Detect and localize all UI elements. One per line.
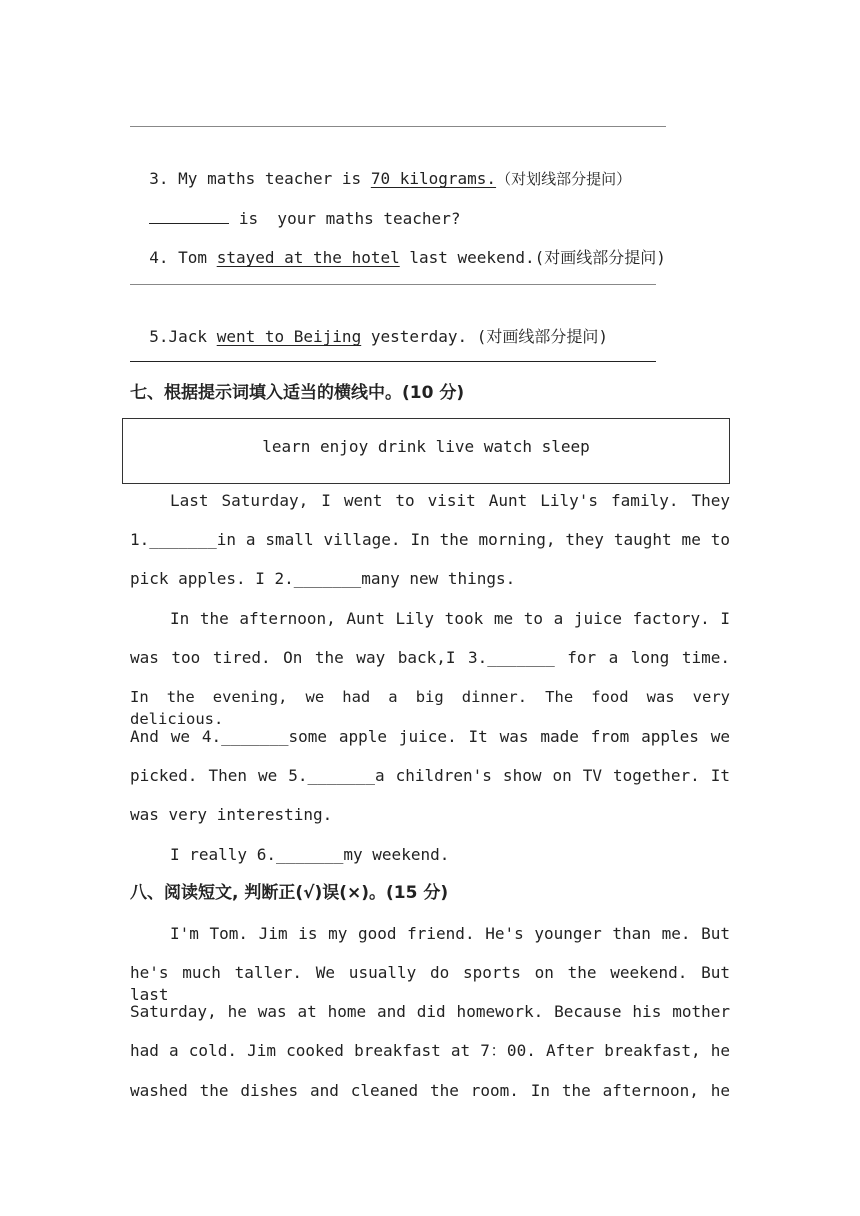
answer-line-q5[interactable] — [130, 361, 656, 362]
section-7-heading: 七、根据提示词填入适当的横线中。(10 分) — [130, 383, 465, 403]
answer-line-q2 — [130, 126, 666, 127]
question-5-suffix: yesterday. (对画线部分提问) — [361, 327, 609, 346]
question-3 — [130, 146, 631, 190]
question-4-suffix: last weekend.(对画线部分提问) — [399, 248, 666, 267]
question-3-prefix: 3. My maths teacher is — [149, 169, 371, 188]
question-4-prefix: 4. Tom — [149, 248, 217, 267]
passage-line: In the afternoon, Aunt Lily took me to a juice factory. I — [170, 609, 730, 628]
question-3-answer-text: is your maths teacher? — [229, 209, 461, 228]
section-8-heading: 八、阅读短文, 判断正(√)误(×)。(15 分) — [130, 883, 449, 903]
question-4-underlined: stayed at the hotel — [216, 248, 400, 267]
passage-line: Last Saturday, I went to visit Aunt Lily's family. They — [170, 491, 730, 510]
answer-line-q4[interactable] — [130, 284, 656, 285]
question-4 — [130, 225, 666, 269]
question-5-underlined: went to Beijing — [216, 327, 362, 346]
passage-line: And we 4._______some apple juice. It was made from apples we — [130, 727, 730, 746]
passage-line: 1._______in a small village. In the morning, they taught me to — [130, 530, 730, 549]
word-bank: learn enjoy drink live watch sleep — [262, 437, 590, 456]
reading-line: Saturday, he was at home and did homework. Because his mother — [130, 1002, 730, 1021]
question-5-prefix: 5.Jack — [149, 327, 217, 346]
reading-line: I'm Tom. Jim is my good friend. He's younger than me. But — [170, 924, 730, 943]
passage-line: pick apples. I 2._______many new things. — [130, 569, 516, 588]
passage-line: I really 6._______my weekend. — [170, 845, 450, 864]
reading-line: he's much taller. We usually do sports on the weekend. But last — [130, 963, 730, 1004]
passage-line: was too tired. On the way back,I 3._______ for a long time. — [130, 648, 730, 667]
reading-line: washed the dishes and cleaned the room. In the afternoon, he — [130, 1081, 730, 1100]
passage-line: was very interesting. — [130, 805, 333, 824]
question-5 — [130, 304, 608, 348]
answer-blank[interactable] — [149, 209, 229, 224]
passage-line: In the evening, we had a big dinner. The food was very delicious. — [130, 688, 730, 728]
word-bank-box — [122, 418, 730, 484]
question-3-underlined: 70 kilograms. — [370, 169, 497, 188]
passage-line: picked. Then we 5._______a children's show on TV together. It — [130, 766, 730, 785]
question-3-instruction: （对划线部分提问） — [496, 170, 632, 188]
reading-line: had a cold. Jim cooked breakfast at 7：00. After breakfast, he — [130, 1041, 730, 1060]
question-3-answer — [130, 186, 460, 230]
